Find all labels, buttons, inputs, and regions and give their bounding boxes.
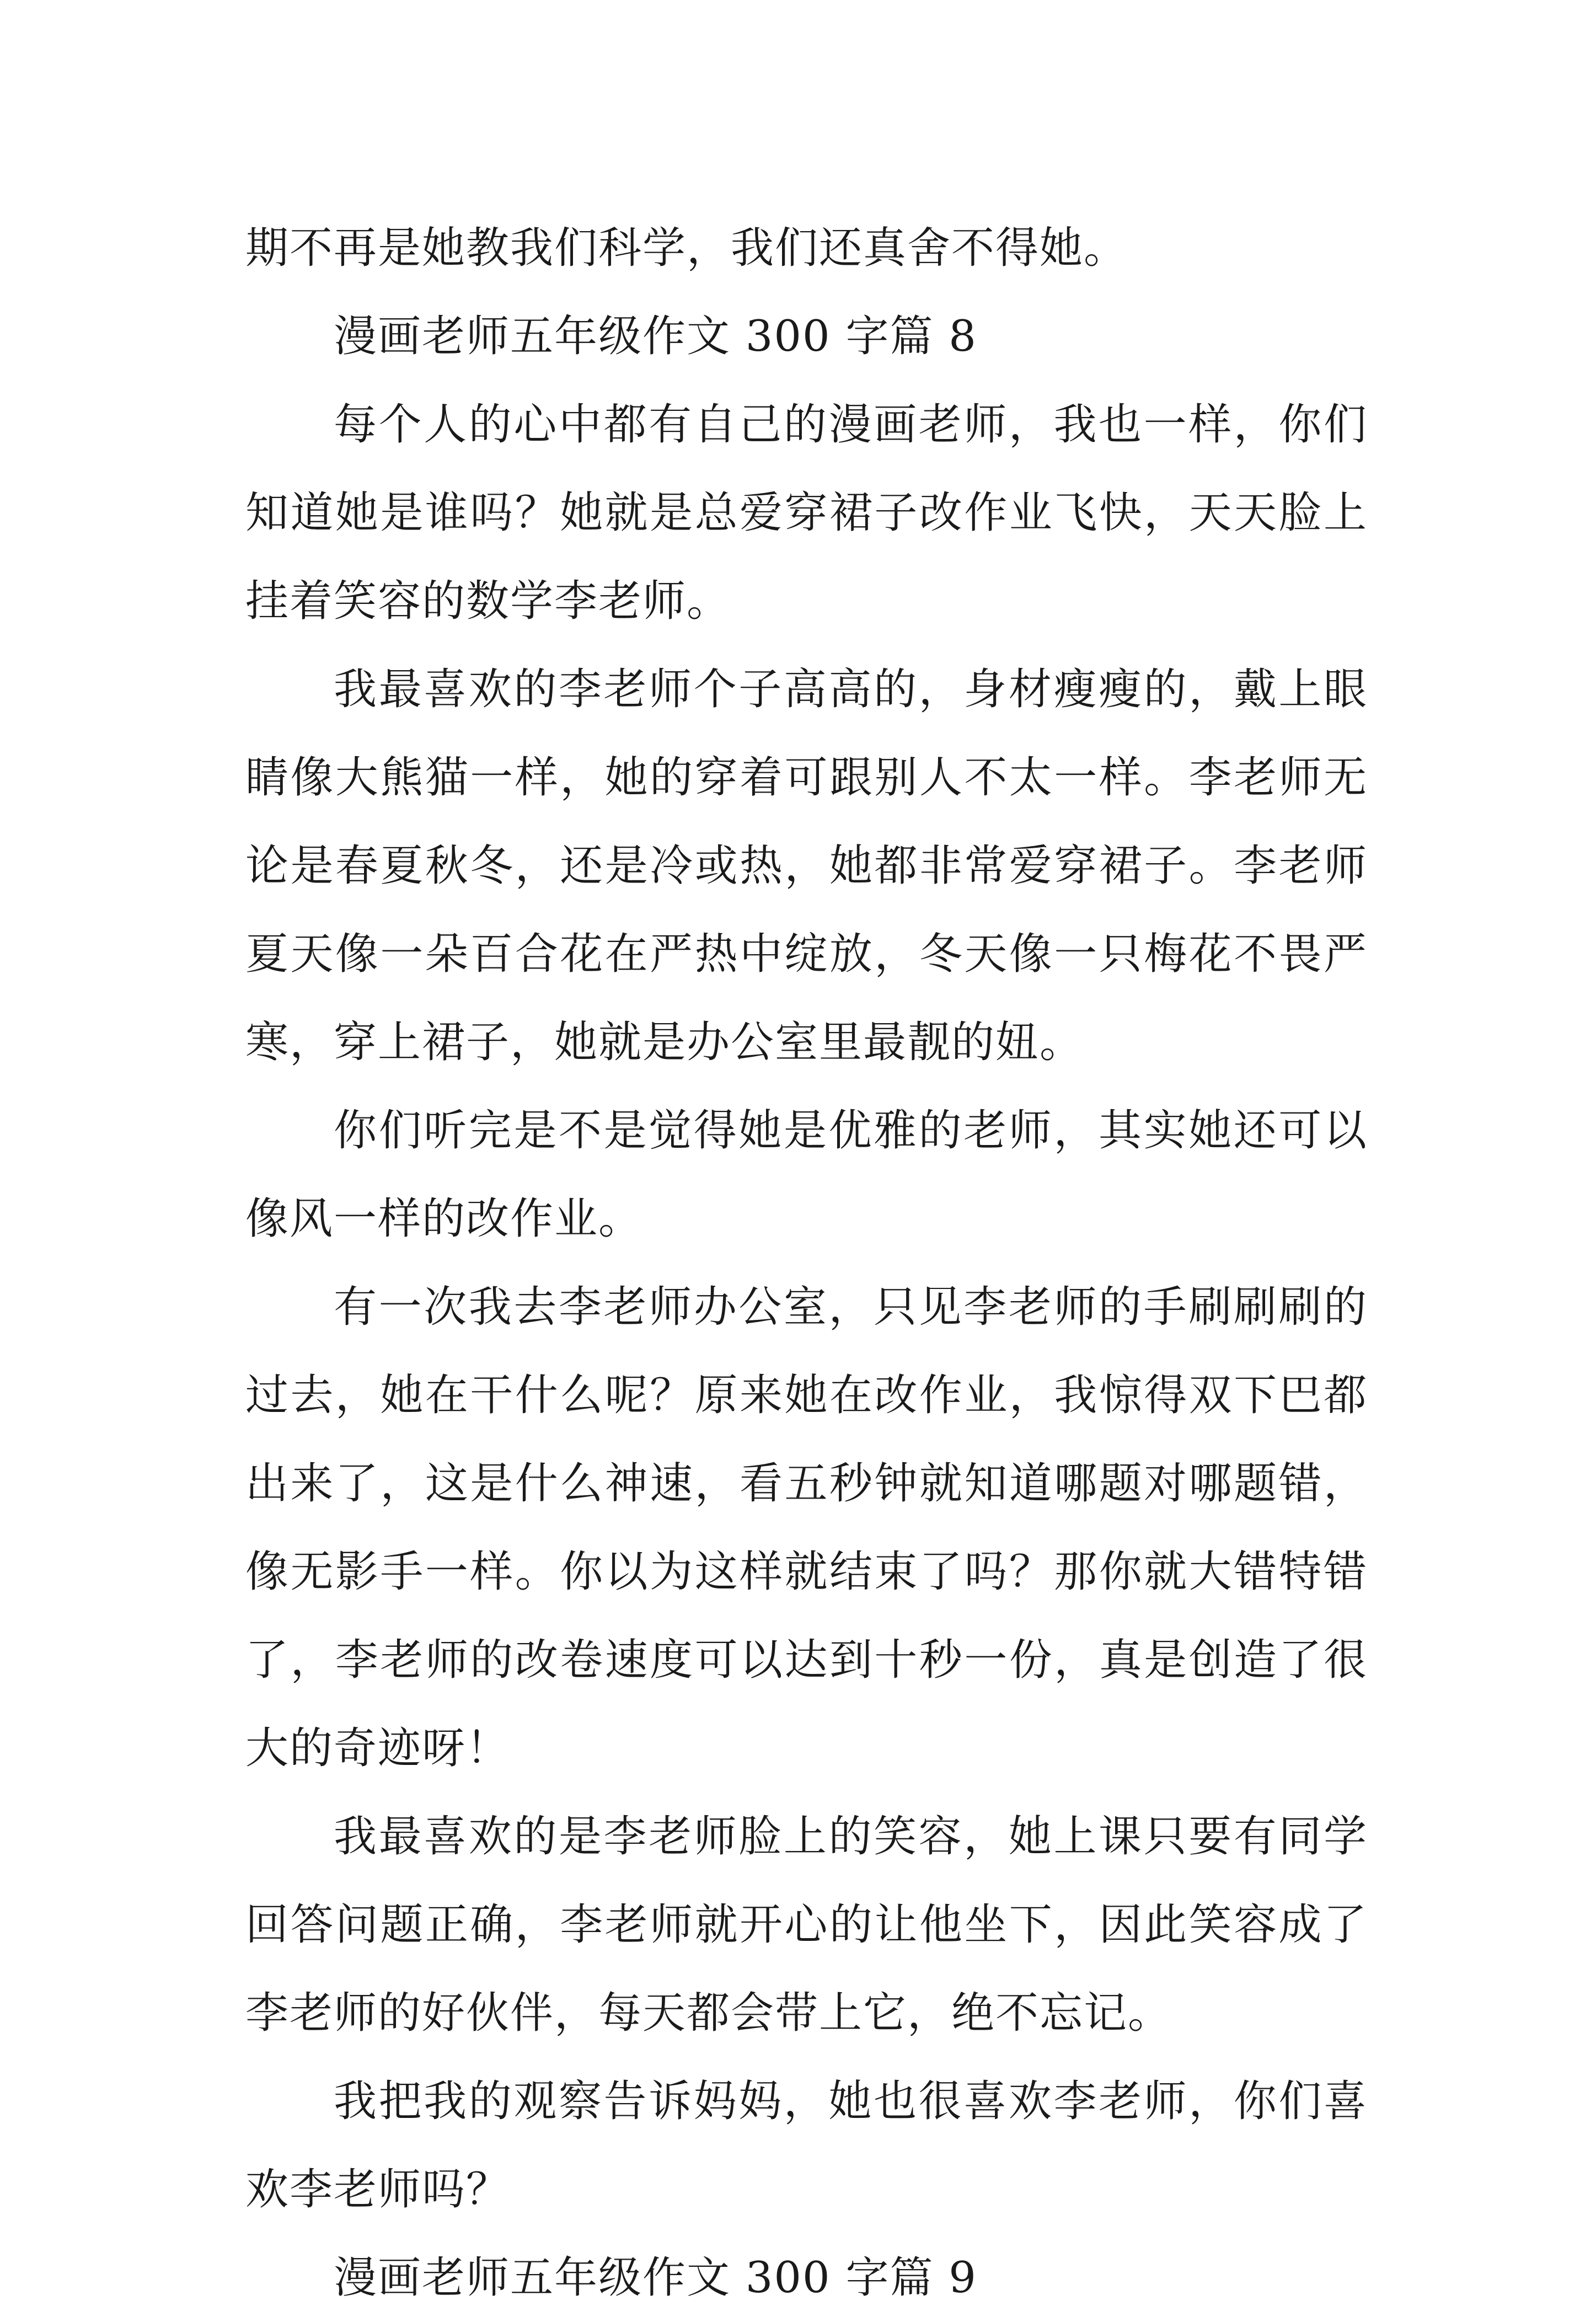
document-page <box>245 204 1368 2322</box>
paragraph-6: 我把我的观察告诉妈妈，她也很喜欢李老师，你们喜欢李老师吗？ <box>245 2077 1368 2214</box>
opening-fragment: 期不再是她教我们科学，我们还真舍不得她。 <box>245 223 1128 273</box>
paragraph-3: 你们听完是不是觉得她是优雅的老师，其实她还可以像风一样的改作业。 <box>245 1106 1368 1244</box>
paragraph-4: 有一次我去李老师办公室，只见李老师的手刷刷刷的过去，她在干什么呢？原来她在改作业，我惊得双下巴都出来了，这是什么神速，看五秒钟就知道哪题对哪题错，像无影手一样。你以为这样就结束了吗？那你就大错特错了，李老师的改卷速度可以达到十秒一份，真是创造了很大的奇迹呀！ <box>245 1282 1368 1773</box>
paragraph-1: 每个人的心中都有自己的漫画老师，我也一样，你们知道她是谁吗？她就是总爱穿裙子改作业飞快，天天脸上挂着笑容的数学李老师。 <box>245 400 1368 626</box>
paragraph-2: 我最喜欢的李老师个子高高的，身材瘦瘦的，戴上眼睛像大熊猫一样，她的穿着可跟别人不太一样。李老师无论是春夏秋冬，还是冷或热，她都非常爱穿裙子。李老师夏天像一朵百合花在严热中绽放，冬天像一只梅花不畏严寒，穿上裙子，她就是办公室里最靓的妞。 <box>245 665 1368 1067</box>
section-8-heading: 漫画老师五年级作文 300 字篇 8 <box>334 312 977 361</box>
section-9-heading: 漫画老师五年级作文 300 字篇 9 <box>334 2253 977 2303</box>
paragraph-5: 我最喜欢的是李老师脸上的笑容，她上课只要有同学回答问题正确，李老师就开心的让他坐下，因此笑容成了李老师的好伙伴，每天都会带上它，绝不忘记。 <box>245 1812 1368 2038</box>
